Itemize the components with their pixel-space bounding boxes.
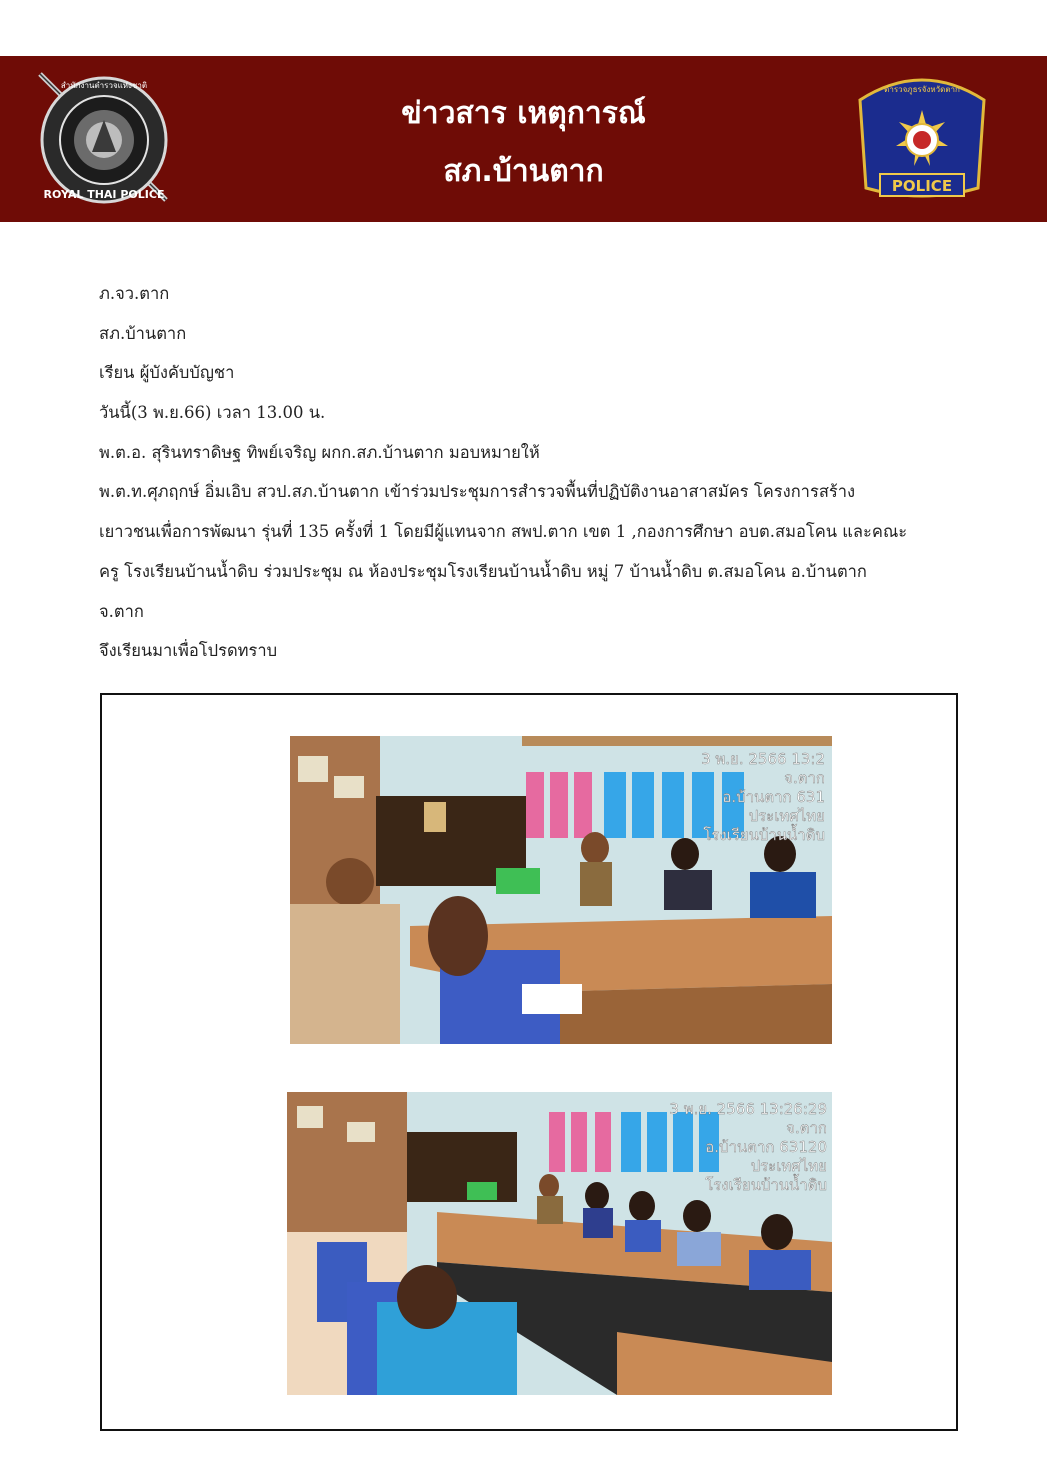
header-title: ข่าวสาร เหตุการณ์ <box>401 96 646 131</box>
header-subtitle: สภ.บ้านตาก <box>443 154 604 189</box>
photo2-stamp-line-5: โรงเรียนบ้านน้ำดิบ <box>705 1176 827 1194</box>
body-line-8: ครู โรงเรียนบ้านน้ำดิบ ร่วมประชุม ณ ห้องประชุมโรงเรียนบ้านน้ำดิบ หมู่ 7 บ้านน้ำดิบ ต.สมอโคน อ.บ้านตาก <box>99 561 867 581</box>
svg-text:ตำรวจภูธรจังหวัดตาก: ตำรวจภูธรจังหวัดตาก <box>884 85 960 94</box>
svg-text:ROYAL THAI POLICE: ROYAL THAI POLICE <box>43 188 165 201</box>
body-line-7: เยาวชนเพื่อการพัฒนา รุ่นที่ 135 ครั้งที่ 1 โดยมีผู้แทนจาก สพป.ตาก เขต 1 ,กองการศึกษา อบต.สมอโคน และคณะ <box>99 522 908 542</box>
photo2-stamp-line-4: ประเทศไทย <box>750 1157 827 1175</box>
photo1-stamp-line-1: 3 พ.ย. 2566 13:2 <box>701 750 825 768</box>
body-line-5: พ.ต.อ. สุรินทราดิษฐ ทิพย์เจริญ ผกก.สภ.บ้านตาก มอบหมายให้ <box>99 442 540 462</box>
body-line-9: จ.ตาก <box>99 601 144 621</box>
photo2-stamp-line-2: จ.ตาก <box>786 1119 827 1137</box>
body-line-2: สภ.บ้านตาก <box>99 323 187 343</box>
meeting-photo-2 <box>287 1092 832 1395</box>
report-body <box>99 274 959 671</box>
header-banner <box>0 56 1047 222</box>
photo1-stamp-line-5: โรงเรียนบ้านน้ำดิบ <box>703 826 825 844</box>
body-line-6: พ.ต.ท.ศุภฤกษ์ อิ่มเอิบ สวป.สภ.บ้านตาก เข้าร่วมประชุมการสำรวจพื้นที่ปฏิบัติงานอาสาสมัคร โครงการสร้าง <box>99 482 856 502</box>
photo2-stamp-line-1: 3 พ.ย. 2566 13:26:29 <box>669 1100 827 1118</box>
photo1-stamp-line-2: จ.ตาก <box>784 769 825 787</box>
photo1-stamp-line-4: ประเทศไทย <box>748 807 825 825</box>
body-line-10: จึงเรียนมาเพื่อโปรดทราบ <box>99 641 278 661</box>
photo-frame <box>100 693 958 1431</box>
body-line-4: วันนี้(3 พ.ย.66) เวลา 13.00 น. <box>99 403 326 423</box>
meeting-photo-1 <box>290 736 832 1044</box>
photo2-stamp-line-3: อ.บ้านตาก 63120 <box>705 1138 827 1156</box>
police-badge-label: POLICE <box>891 177 953 195</box>
svg-text:สำนักงานตำรวจแห่งชาติ: สำนักงานตำรวจแห่งชาติ <box>60 81 148 90</box>
tak-provincial-police-badge-icon <box>852 70 992 204</box>
body-line-1: ภ.จว.ตาก <box>99 284 170 303</box>
photo1-stamp-line-3: อ.บ้านตาก 631 <box>722 788 825 806</box>
body-line-3: เรียน ผู้บังคับบัญชา <box>99 363 235 383</box>
